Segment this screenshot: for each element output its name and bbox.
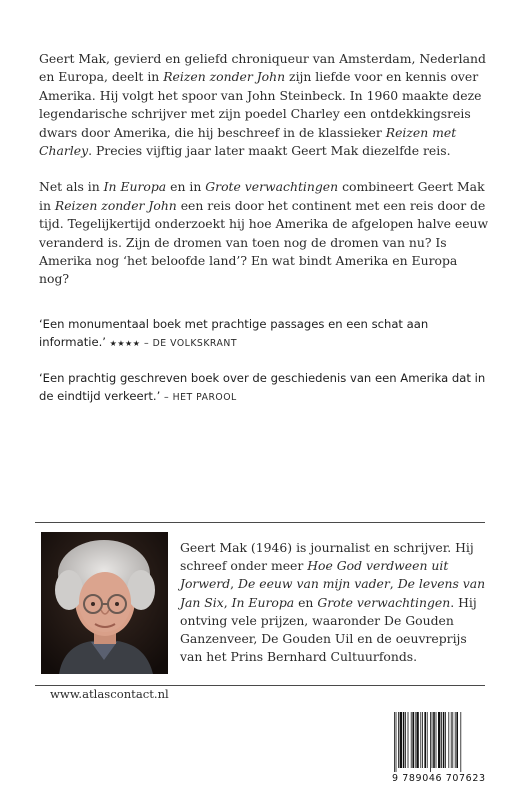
barcode-bar	[422, 712, 423, 768]
book-title: Hoe God verdween uit Jorwerd	[180, 558, 449, 592]
author-photo	[41, 532, 168, 674]
quote-text: ‘Een monumentaal boek met prachtige passages en een schat aan informatie.’	[39, 317, 429, 349]
barcode-bar	[424, 712, 426, 768]
barcode-bar	[408, 712, 409, 768]
barcode-bar	[396, 712, 397, 772]
book-title: In Europa	[231, 594, 295, 610]
barcode-bar	[451, 712, 452, 768]
back-cover-blurb	[39, 50, 489, 307]
barcode-bar	[430, 712, 431, 772]
quote-source: – DE VOLKSKRANT	[144, 338, 238, 349]
barcode-bar	[441, 712, 442, 768]
barcode-bar	[438, 712, 440, 768]
press-quote-volkskrant	[39, 315, 494, 353]
rating-stars-icon: ★★★★	[109, 339, 141, 348]
book-title: Reizen zonder John	[163, 69, 286, 85]
isbn-digits: 9 789046 707623	[392, 773, 486, 784]
barcode-bar	[411, 712, 412, 768]
divider-bottom	[35, 685, 485, 686]
barcode-bar	[415, 712, 416, 768]
barcode-bar	[405, 712, 406, 768]
barcode-bar	[420, 712, 421, 768]
barcode-bar	[455, 712, 456, 768]
barcode-bar	[416, 712, 418, 768]
quote-text: ‘Een prachtig geschreven boek over de geschiedenis van een Amerika dat in de eindtijd verkeert.’	[39, 371, 486, 403]
barcode-bar	[394, 712, 395, 772]
author-bio: Geert Mak (1946) is journalist en schrijver. Hij schreef onder meer Hoe God verdween uit Jorwerd, De eeuw van mijn vader, De levens van Jan Six, In Europa en Grote verwachtingen. Hij ontving vele prijzen, waaronder De Gouden Ganzenveer, De Gouden Uil en de oeuvreprijs van het Prins Bernhard Cultuurfonds.	[180, 540, 486, 665]
barcode-bar	[460, 712, 461, 772]
barcode-bar	[443, 712, 445, 768]
book-title: Grote verwachtingen	[317, 594, 451, 610]
press-quote-parool	[39, 369, 494, 407]
barcode-bar	[452, 712, 453, 768]
barcode-bar	[412, 712, 414, 768]
book-title: Grote verwachtingen	[205, 179, 339, 195]
barcode-bar	[433, 712, 435, 768]
barcode-bar	[398, 712, 399, 768]
barcode-bar	[400, 712, 402, 768]
isbn-barcode	[392, 712, 490, 792]
book-title: De eeuw van mijn vader	[238, 576, 390, 592]
barcode-icon	[392, 712, 490, 772]
barcode-bar	[456, 712, 458, 768]
blurb-paragraph-1: Geert Mak, gevierd en geliefd chroniqueur van Amsterdam, Nederland en Europa, deelt in Reizen zonder John zijn liefde voor en kennis over Amerika. Hij volgt het spoor van John Steinbeck. In 1960 maakte deze legendarische schrijver met zijn poedel Charley een ontdekkingsreis dwars door Amerika, die hij beschreef in de klassieker Reizen met Charley. Precies vijftig jaar later maakt Geert Mak diezelfde reis.	[39, 51, 486, 159]
blurb-paragraph-2: Net als in In Europa en in Grote verwachtingen combineert Geert Mak in Reizen zonder John een reis door het continent met een reis door de tijd. Tegelijkertijd onderzoekt hij hoe Amerika de afgelopen halve eeuw veranderd is. Zijn de dromen van toen nog de dromen van nu? Is Amerika nog ‘het beloofde land’? En wat bindt Amerika en Europa nog?	[39, 179, 489, 287]
quote-source: – HET PAROOL	[163, 392, 237, 403]
barcode-bar	[448, 712, 449, 768]
barcode-bar	[436, 712, 437, 768]
book-title: In Europa	[103, 179, 167, 195]
barcode-bar	[403, 712, 405, 768]
barcode-bar	[445, 712, 446, 768]
book-title: Reizen zonder John	[54, 197, 177, 213]
barcode-bar	[427, 712, 428, 768]
divider-top	[35, 522, 485, 523]
book-title: Reizen met Charley	[39, 124, 457, 159]
barcode-bar	[432, 712, 433, 768]
book-title: De levens van Jan Six	[180, 576, 486, 610]
publisher-website: www.atlascontact.nl	[50, 687, 169, 701]
